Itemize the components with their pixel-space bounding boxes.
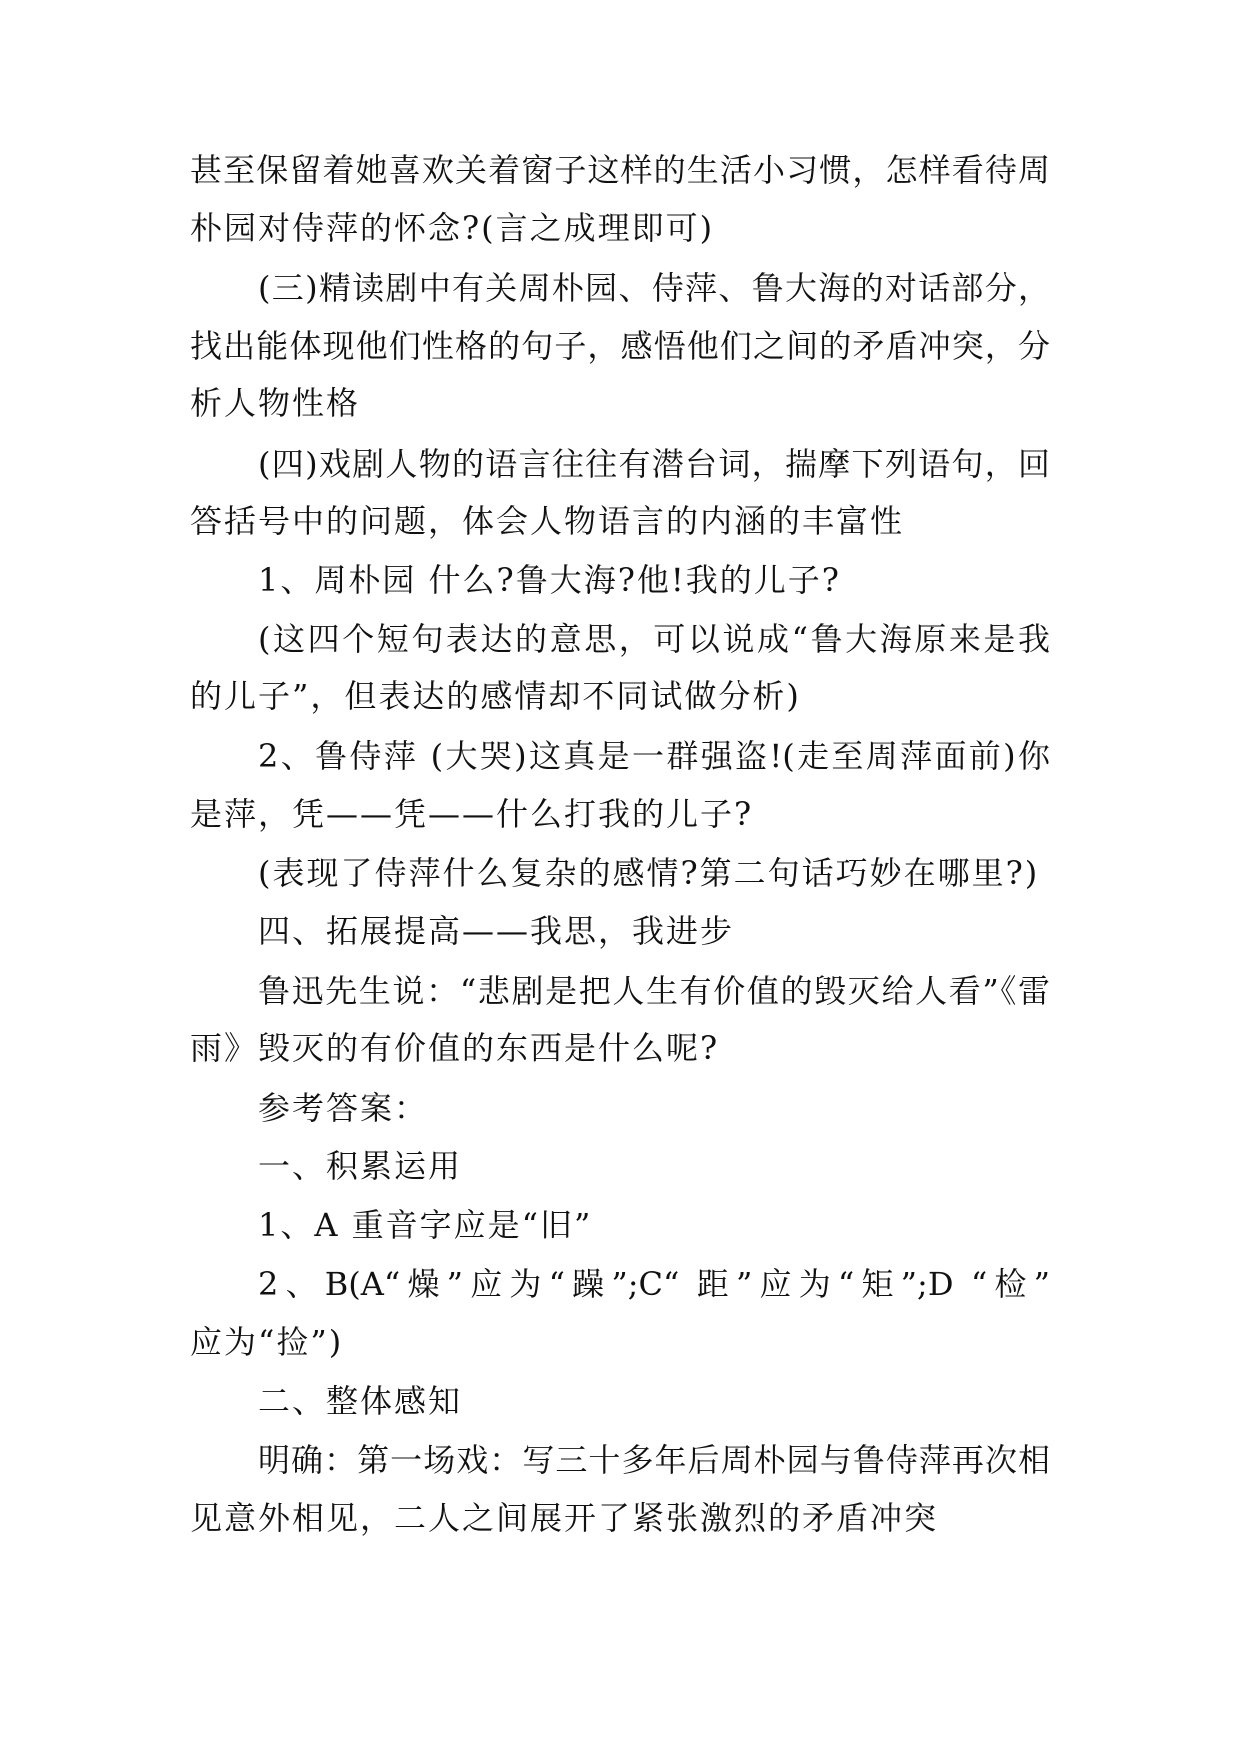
text-line: 雨》毁灭的有价值的东西是什么呢? [190,1029,720,1067]
text-line: 1、周朴园 什么?鲁大海?他!我的儿子? [258,561,841,599]
text-line: 鲁迅先生说：“悲剧是把人生有价值的毁灭给人看”《雷 [258,972,1050,1010]
text-line: 参考答案： [258,1089,429,1127]
text-line: 的儿子”，但表达的感情却不同试做分析) [190,677,801,715]
text-line: 答括号中的问题，体会人物语言的内涵的丰富性 [190,502,905,540]
text-line: 找出能体现他们性格的句子，感悟他们之间的矛盾冲突，分 [190,327,1050,365]
text-line: 1、A 重音字应是“旧” [258,1206,593,1244]
text-line: (这四个短句表达的意思，可以说成“鲁大海原来是我 [258,620,1050,658]
text-line: (三)精读剧中有关周朴园、侍萍、鲁大海的对话部分， [258,269,1050,307]
text-line: 2、B(A“燥”应为“躁”;C“ 距”应为“矩”;D “检” [258,1265,1050,1303]
text-line: 是萍，凭——凭——什么打我的儿子? [190,795,754,833]
text-line: 2、鲁侍萍 (大哭)这真是一群强盗!(走至周萍面前)你 [258,737,1050,775]
text-line: 一、积累运用 [258,1147,463,1185]
text-line: (表现了侍萍什么复杂的感情?第二句话巧妙在哪里?) [258,854,1040,892]
text-line: (四)戏剧人物的语言往往有潜台词，揣摩下列语句，回 [258,445,1050,483]
text-line: 朴园对侍萍的怀念?(言之成理即可) [190,209,715,247]
text-line: 明确：第一场戏：写三十多年后周朴园与鲁侍萍再次相 [258,1441,1050,1479]
text-line: 四、拓展提高——我思，我进步 [258,912,735,950]
text-line: 析人物性格 [190,384,361,422]
text-line: 二、整体感知 [258,1382,463,1420]
text-line: 甚至保留着她喜欢关着窗子这样的生活小习惯，怎样看待周 [190,151,1050,189]
text-line: 见意外相见，二人之间展开了紧张激烈的矛盾冲突 [190,1499,939,1537]
text-line: 应为“捡”) [190,1323,344,1361]
